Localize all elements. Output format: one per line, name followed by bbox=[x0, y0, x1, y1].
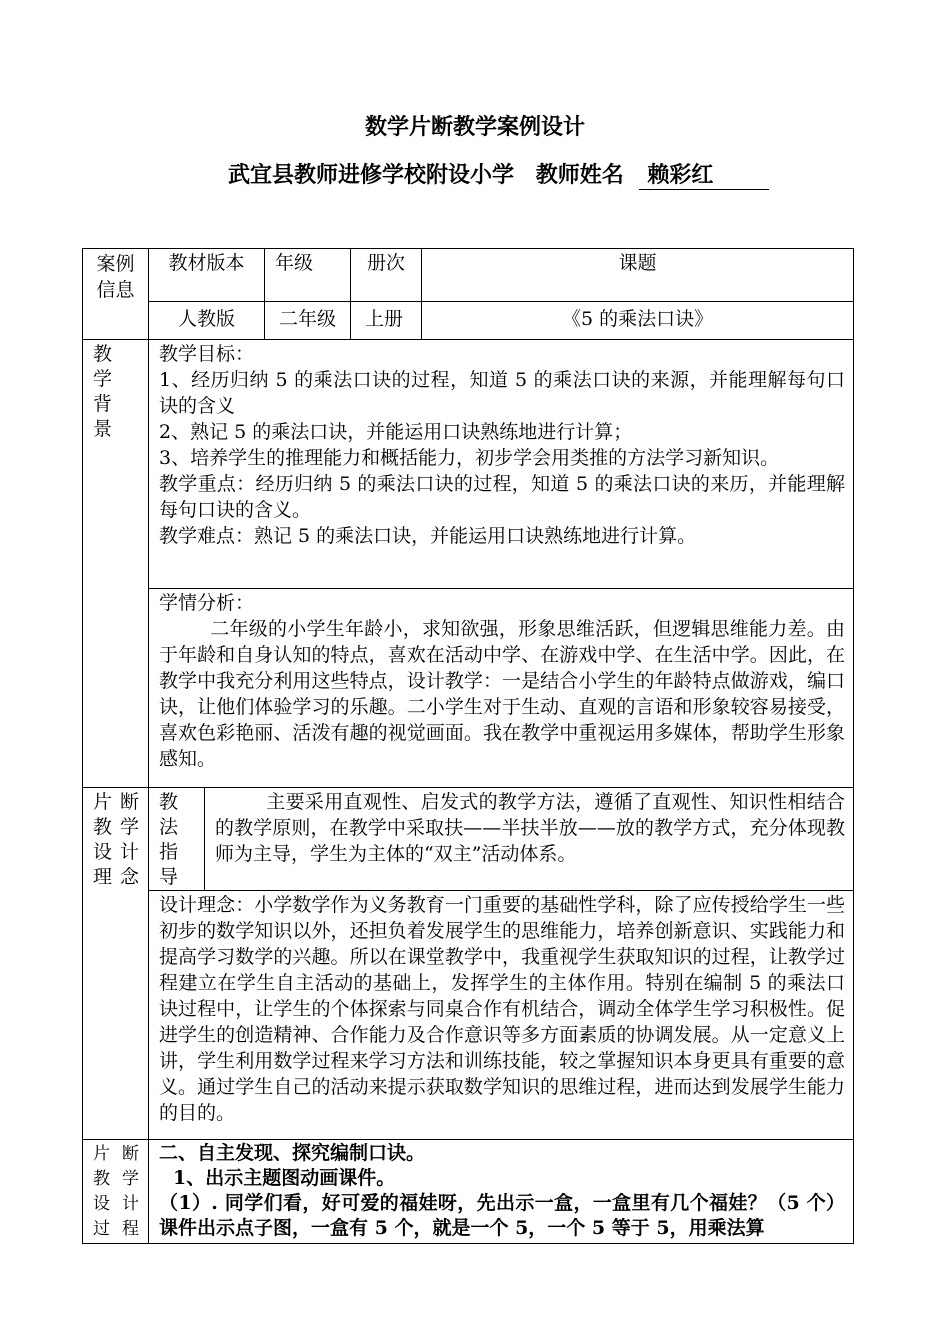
header-volume: 册次 bbox=[351, 249, 422, 302]
objective-1: 1、经历归纳 5 的乘法口诀的过程，知道 5 的乘法口诀的来源，并能理解每句口诀的含义 bbox=[159, 369, 846, 417]
difficulty: 教学难点：熟记 5 的乘法口诀，并能运用口诀熟练地进行计算。 bbox=[159, 525, 697, 547]
header-topic: 课题 bbox=[422, 249, 854, 302]
case-table bbox=[82, 248, 854, 1244]
method-text: 主要采用直观性、启发式的教学方法，遵循了直观性、知识性相结合的教学原则，在教学中采取扶——半扶半放——放的教学方式，充分体现教师为主导，学生为主体的“双主”活动体系。 bbox=[205, 788, 854, 891]
analysis-cell bbox=[149, 589, 854, 788]
process-label: 片断教学设计过程 bbox=[83, 1140, 149, 1244]
concept-label: 片断教学设计理念 bbox=[83, 788, 149, 1140]
document-title: 数学片断教学案例设计 bbox=[364, 114, 585, 140]
process-row bbox=[83, 1140, 854, 1244]
design-text: 设计理念：小学数学作为义务教育一门重要的基础性学科，除了应传授给学生一些初步的数学知识以外，还担负着发展学生的思维能力，培养创新意识、实践能力和提高学习数学的兴趣。所以在课堂教学中，我重视学生获取知识的过程，让教学过程建立在学生自主活动的基础上，发挥学生的主体作用。特别在编制 5 的乘法口诀过程中，让学生的个体探索与同桌合作有机结合，调动全体学生学习积极性。促进学生的创造精神、合作能力及合作意识等多方面素质的协调发展。从一定意义上讲，学生利用数学过程来学习方法和训练技能，较之掌握知识本身更具有重要的意义。通过学生自己的活动来提示获取数学知识的思维过程，进而达到发展学生能力的目的。 bbox=[149, 891, 854, 1140]
header-grade: 年级 bbox=[265, 249, 351, 302]
process-heading: 二、自主发现、探究编制口诀。 bbox=[159, 1142, 426, 1164]
method-row bbox=[83, 788, 854, 891]
header-edition: 教材版本 bbox=[149, 249, 265, 302]
method-label: 教法指导 bbox=[149, 788, 205, 891]
teacher-name: 赖彩红 bbox=[639, 158, 769, 190]
key-point: 教学重点：经历归纳 5 的乘法口诀的过程，知道 5 的乘法口诀的来历，并能理解每句口诀的含义。 bbox=[159, 473, 846, 521]
value-volume: 上册 bbox=[351, 302, 422, 340]
objective-2: 2、熟记 5 的乘法口诀，并能运用口诀熟练地进行计算； bbox=[159, 421, 633, 443]
design-row bbox=[83, 891, 854, 1140]
analysis-title: 学情分析： bbox=[159, 592, 255, 614]
school-name: 武宜县教师进修学校附设小学 bbox=[228, 162, 515, 188]
value-grade: 二年级 bbox=[265, 302, 351, 340]
process-cell bbox=[149, 1140, 854, 1244]
process-text: （1）. 同学们看，好可爱的福娃呀，先出示一盒，一盒里有几个福娃？（5 个）课件出示点子图，一盒有 5 个，就是一个 5，一个 5 等于 5，用乘法算 bbox=[159, 1192, 846, 1239]
background-label: 教学背景 bbox=[83, 340, 149, 788]
process-step: 1、出示主题图动画课件。 bbox=[173, 1167, 396, 1189]
analysis-row bbox=[83, 589, 854, 788]
objectives-title: 教学目标： bbox=[159, 343, 255, 365]
case-info-value-row bbox=[83, 302, 854, 340]
value-edition: 人教版 bbox=[149, 302, 265, 340]
case-info-label: 案例信息 bbox=[83, 249, 149, 340]
teacher-label: 教师姓名 bbox=[535, 162, 624, 188]
analysis-text: 二年级的小学生年龄小，求知欲强，形象思维活跃，但逻辑思维能力差。由于年龄和自身认知的特点，喜欢在活动中学、在游戏中学、在生活中学。因此，在教学中我充分利用这些特点，设计教学：一是结合小学生的年龄特点做游戏，编口诀，让他们体验学习的乐趣。二小学生对于生动、直观的言语和形象较容易接受，喜欢色彩艳丽、活泼有趣的视觉画面。我在教学中重视运用多媒体，帮助学生形象感知。 bbox=[159, 618, 846, 770]
objectives-row bbox=[83, 340, 854, 589]
document-subtitle bbox=[228, 158, 769, 190]
objectives-cell bbox=[149, 340, 854, 589]
value-topic: 《5 的乘法口诀》 bbox=[422, 302, 854, 340]
objective-3: 3、培养学生的推理能力和概括能力，初步学会用类推的方法学习新知识。 bbox=[159, 447, 780, 469]
case-info-header-row bbox=[83, 249, 854, 302]
